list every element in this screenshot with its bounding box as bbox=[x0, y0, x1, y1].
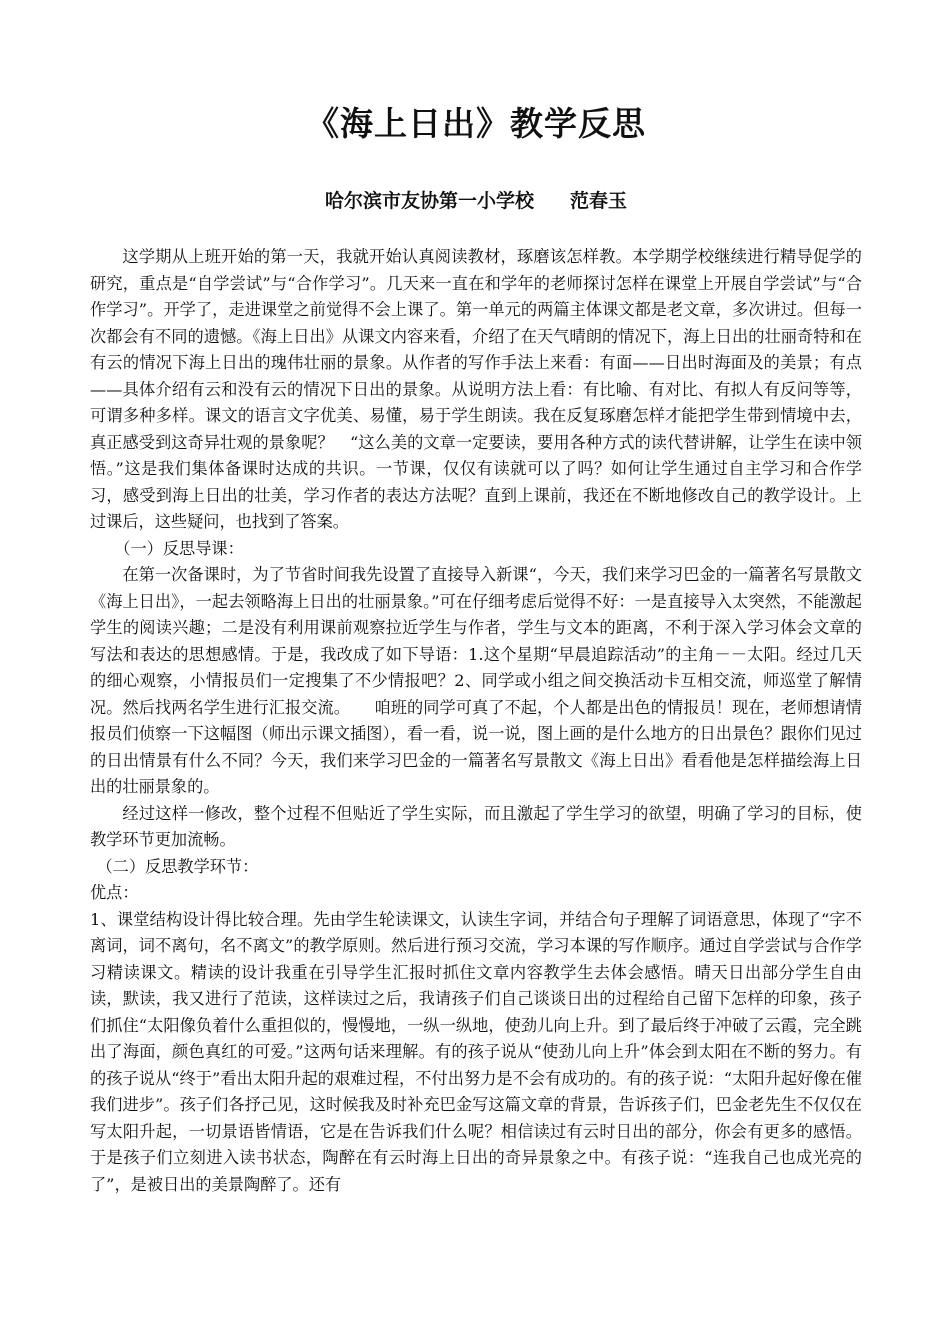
paragraph-strength-1: 1、课堂结构设计得比较合理。先由学生轮读课文，认读生字词，并结合句子理解了词语意思，体现了“字不离词，词不离句，名不离文”的教学原则。然后进行预习交流，学习本课的写作顺序。通过自学尝试与合作学习精读课文。精读的设计我重在引导学生汇报时抓住文章内容教学生去体会感悟。晴天日出部分学生自由读，默读，我又进行了范读，这样读过之后，我请孩子们自己谈谈日出的过程给自己留下怎样的印象，孩子们抓住“太阳像负着什么重担似的，慢慢地，一纵一纵地，使劲儿向上升。到了最后终于冲破了云霞，完全跳出了海面，颜色真红的可爱。”这两句话来理解。有的孩子说从“使劲儿向上升”体会到太阳在不断的努力。有的孩子说从“终于”看出太阳升起的艰难过程，不付出努力是不会有成功的。有的孩子说：“太阳升起好像在催我们进步”。孩子们各抒己见，这时候我及时补充巴金写这篇文章的背景，告诉孩子们，巴金老先生不仅仅在写太阳升起，一切景语皆情语，它是在告诉我们什么呢？相信读过有云时日出的部分，你会有更多的感悟。于是孩子们立刻进入读书状态，陶醉在有云时海上日出的奇异景象之中。有孩子说：“连我自己也成光亮的了”，是被日出的美景陶醉了。还有 bbox=[90, 909, 862, 1194]
document-body bbox=[90, 244, 862, 1198]
document-title: 《海上日出》教学反思 bbox=[306, 104, 646, 143]
author-school: 哈尔滨市友协第一小学校 bbox=[324, 190, 534, 212]
paragraph-lead-in: 在第一次备课时，为了节省时间我先设置了直接导入新课“，今天，我们来学习巴金的一篇著名写景散文《海上日出》，一起去领略海上日出的壮丽景象。”可在仔细考虑后觉得不好：一是直接导入太突然，不能激起学生的阅读兴趣；二是没有利用课前观察拉近学生与作者，学生与文本的距离，不利于深入学习体会文章的写法和表达的思想感情。于是，我改成了如下导语：1.这个星期“早晨追踪活动”的主角－－太阳。经过几天的细心观察，小情报员们一定搜集了不少情报吧？2、同学或小组之间交换活动卡互相交流，师巡堂了解情况。然后找两名学生进行汇报交流。 咱班的同学可真了不起，个人都是出色的情报员！现在，老师想请情报员们侦察一下这幅图（师出示课文插图），看一看，说一说，图上画的是什么地方的日出景色？跟你们见过的日出情景有什么不同？今天，我们来学习巴金的一篇著名写景散文《海上日出》看看他是怎样描绘海上日出的壮丽景象的。 bbox=[90, 565, 862, 796]
paragraph-revision-result: 经过这样一修改，整个过程不但贴近了学生实际，而且激起了学生学习的欲望，明确了学习的目标，使教学环节更加流畅。 bbox=[90, 803, 862, 849]
subheading-strengths: 优点： bbox=[90, 883, 139, 902]
author-line bbox=[90, 186, 862, 216]
author-name: 范春玉 bbox=[570, 190, 628, 212]
section-heading-lead-in: （一）反思导课： bbox=[114, 538, 244, 558]
section-heading-teaching-steps: （二）反思教学环节： bbox=[96, 856, 259, 876]
paragraph-intro: 这学期从上班开始的第一天，我就开始认真阅读教材，琢磨该怎样教。本学期学校继续进行精导促学的研究，重点是“自学尝试”与“合作学习”。几天来一直在和学年的老师探讨怎样在课堂上开展自学尝试”与“合作学习”。开学了，走进课堂之前觉得不会上课了。第一单元的两篇主体课文都是老文章，多次讲过。但每一次都会有不同的遗憾。《海上日出》从课文内容来看，介绍了在天气晴朗的情况下，海上日出的壮丽奇特和在有云的情况下海上日出的瑰伟壮丽的景象。从作者的写作手法上来看：有面——日出时海面及的美景；有点——具体介绍有云和没有云的情况下日出的景象。从说明方法上看：有比喻、有对比、有拟人有反问等等，可谓多种多样。课文的语言文字优美、易懂，易于学生朗读。我在反复琢磨怎样才能把学生带到情境中去，真正感受到这奇异壮观的景象呢？ “这么美的文章一定要读，要用各种方式的读代替讲解，让学生在读中领悟。”这是我们集体备课时达成的共识。一节课，仅仅有读就可以了吗？如何让学生通过自主学习和合作学习，感受到海上日出的壮美，学习作者的表达方法呢？直到上课前，我还在不断地修改自己的教学设计。上过课后，这些疑问，也找到了答案。 bbox=[90, 247, 862, 531]
